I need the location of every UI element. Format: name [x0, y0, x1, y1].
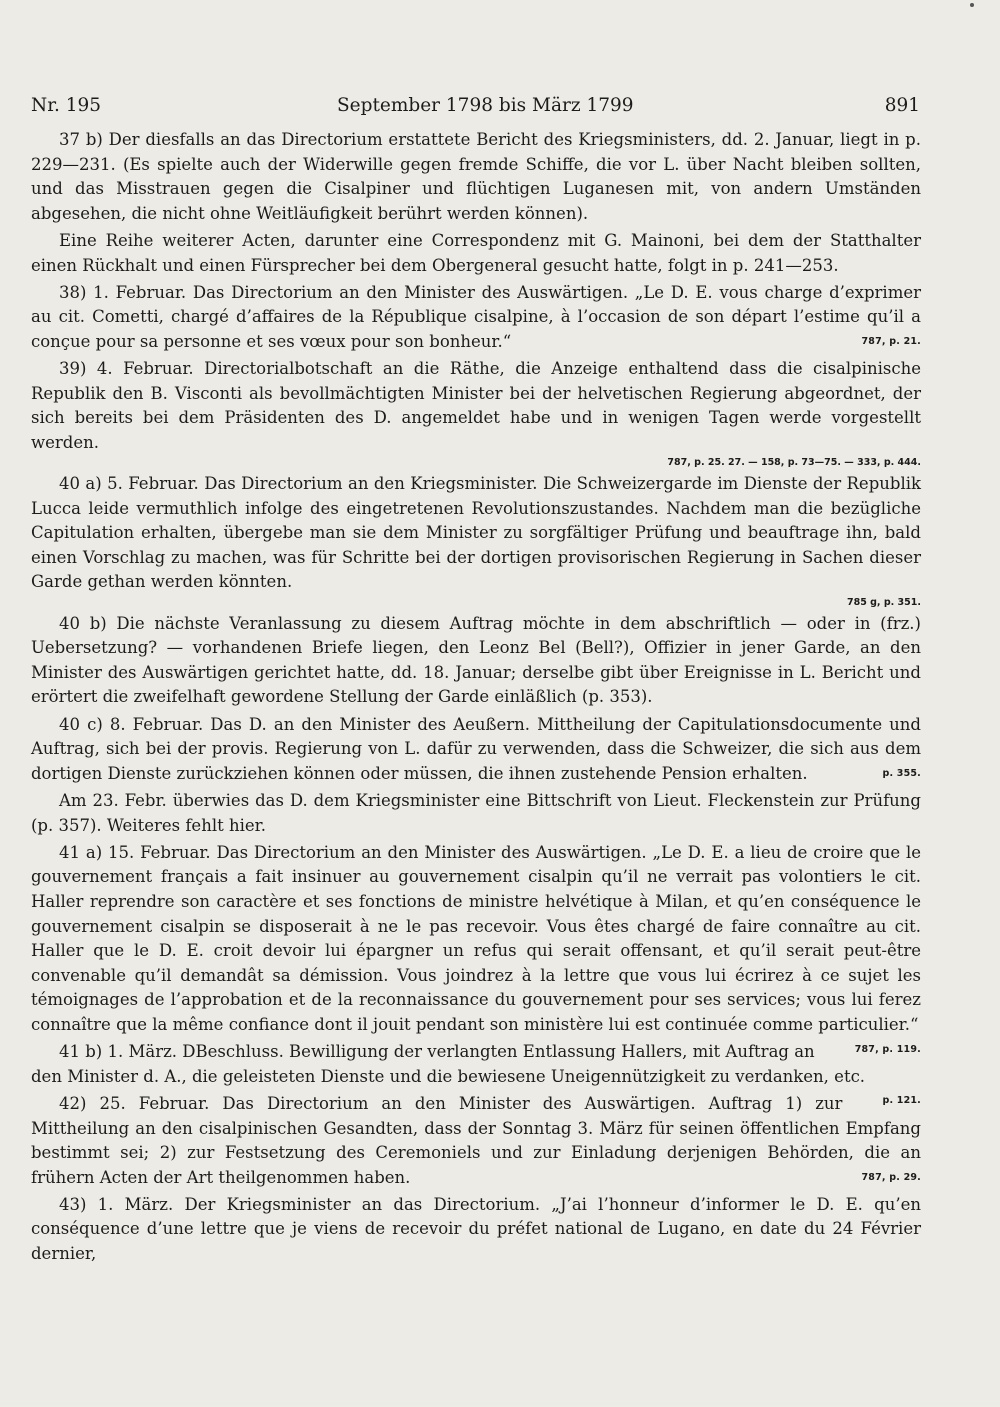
paragraph: [31, 229, 921, 278]
paragraph-text: 41 a) 15. Februar. Das Directorium an den Minister des Auswärtigen. „Le D. E. a lieu de croire que le gouvernement français a fait insinuer au gouvernement cisalpin qu’il ne verrait pas volontiers le cit. Haller reprendre son caractère et ses fonctions de ministre helvétique à Milan, et qu’en conséquence le gouvernement cisalpin se disposerait à ne le pas recevoir. Vous êtes chargé de faire connaître au cit. Haller que le D. E. croit devoir lui épargner un refus qui serait offensant, et qu’il serait peut-être convenable qu’il demandât sa démission. Vous joindrez à la lettre que vous lui écrirez à ce sujet les témoignages de l’approbation et de la reconnaissance du gouvernement pour ses services; vous lui ferez connaître que la même confiance dont il jouit pendant son ministère lui est continuée comme particulier.“: [31, 842, 921, 1034]
paragraph: [31, 1040, 921, 1107]
paragraph-text: 42) 25. Februar. Das Directorium an den Minister des Auswärtigen. Auftrag 1) zur Mittheilung an den cisalpinischen Gesandten, dass der Sonntag 3. März für seinen öffentlichen Empfang bestimmt sei; 2) zur Festsetzung des Ceremoniels und zur Einladung derjenigen Behörden, die an frühern Acten der Art theilgenommen haben.: [31, 1093, 921, 1187]
paragraph: [31, 713, 921, 787]
source-reference: p. 121.: [882, 1095, 921, 1107]
source-reference: 785 g, p. 351.: [846, 596, 921, 608]
paragraph-text: 38) 1. Februar. Das Directorium an den Minister des Auswärtigen. „Le D. E. vous charge d’exprimer au cit. Cometti, chargé d’affaires de la République cisalpine, à l’occasion de son départ l’estime qu’il a conçue pour sa personne et ses vœux pour son bonheur.“: [31, 282, 921, 351]
source-reference: 787, p. 119.: [854, 1043, 921, 1055]
date-range-title: September 1798 bis März 1799: [337, 95, 634, 116]
paragraph-text: 40 c) 8. Februar. Das D. an den Minister des Aeußern. Mittheilung der Capitulationsdocumente und Auftrag, sich bei der provis. Regierung von L. dafür zu verwenden, dass die Schweizer, die sich aus dem dortigen Dienste zurückziehen können oder müssen, die ihnen zustehende Pension erhalten.: [31, 714, 921, 783]
paragraph-text: 43) 1. März. Der Kriegsminister an das Directorium. „J’ai l’honneur d’informer le D. E. qu’en conséquence d’une lettre que je viens de recevoir du préfet national de Lugano, en date du 24 Février dernier,: [31, 1194, 921, 1264]
paragraph-text: 37 b) Der diesfalls an das Directorium erstattete Bericht des Kriegsministers, dd. 2. Januar, liegt in p. 229—231. (Es spielte auch der Widerwille gegen fremde Schiffe, die vor L. über Nacht bleiben sollten, und das Misstrauen gegen die Cisalpiner und flüchtigen Luganesen mit, von andern Umständen abgesehen, die nicht ohne Weitläufigkeit berührt werden können).: [31, 130, 921, 223]
paragraph: [31, 281, 921, 355]
paragraph: [31, 1092, 921, 1190]
paragraph: [31, 789, 921, 838]
paragraph: [31, 1193, 921, 1267]
source-reference: 787, p. 29.: [861, 1171, 921, 1183]
running-header: [31, 95, 920, 125]
source-reference: 787, p. 25. 27. — 158, p. 73—75. — 333, p. 444.: [667, 457, 921, 469]
paragraph-text: Am 23. Febr. überwies das D. dem Kriegsminister eine Bittschrift von Lieut. Fleckenstein zur Prüfung (p. 357). Weiteres fehlt hier.: [31, 791, 921, 835]
source-reference: 787, p. 21.: [861, 335, 921, 347]
paragraph: [31, 841, 921, 1055]
document-body: [31, 128, 921, 1269]
paragraph: [31, 612, 921, 710]
paragraph-text: 40 b) Die nächste Veranlassung zu diesem Auftrag möchte in dem abschriftlich — oder in (frz.) Uebersetzung? — vorhandenen Briefe liegen, den Leonz Bel (Bell?), Offizier in jener Garde, an den Minister des Auswärtigen gerichtet hatte, dd. 18. Januar; derselbe gibt über Ereignisse in L. Bericht und erörtert die zweifelhaft gewordene Stellung der Garde einläßlich (p. 353).: [31, 613, 921, 707]
paragraph: [31, 472, 921, 595]
source-reference: p. 355.: [882, 767, 921, 779]
paragraph: [31, 128, 921, 226]
paragraph-text: 39) 4. Februar. Directorialbotschaft an die Räthe, die Anzeige enthaltend dass die cisalpinische Republik den B. Visconti als bevollmächtigten Minister bei der helvetischen Regierung abgeordnet, der sich bereits bei dem Präsidenten des D. angemeldet habe und in wenigen Tagen werde vorgestellt werden.: [31, 359, 921, 452]
page-number: 891: [884, 95, 920, 116]
paragraph-text: Eine Reihe weiterer Acten, darunter eine Correspondenz mit G. Mainoni, bei dem der Statthalter einen Rückhalt und einen Fürsprecher bei dem Obergeneral gesucht hatte, folgt in p. 241—253.: [31, 230, 921, 275]
paragraph-text: 41 b) 1. März. DBeschluss. Bewilligung der verlangten Entlassung Hallers, mit Auftrag an den Minister d. A., die geleisteten Dienste und die bewiesene Uneigennützigkeit zu verdanken, etc.: [31, 1042, 866, 1086]
paragraph-text: 40 a) 5. Februar. Das Directorium an den Kriegsminister. Die Schweizergarde im Dienste der Republik Lucca leide vermuthlich infolge des eingetretenen Revolutionszustandes. Nachdem man die bezügliche Capitulation erhalten, übergebe man sie dem Minister zu sorgfältiger Prüfung und beauftrage ihn, bald einen Vorschlag zu machen, was für Schritte bei der dortigen provisorischen Regierung in Sachen dieser Garde gethan werden könnten.: [31, 474, 921, 592]
paragraph: [31, 357, 921, 455]
document-number: Nr. 195: [31, 95, 102, 116]
speck: [970, 3, 974, 7]
